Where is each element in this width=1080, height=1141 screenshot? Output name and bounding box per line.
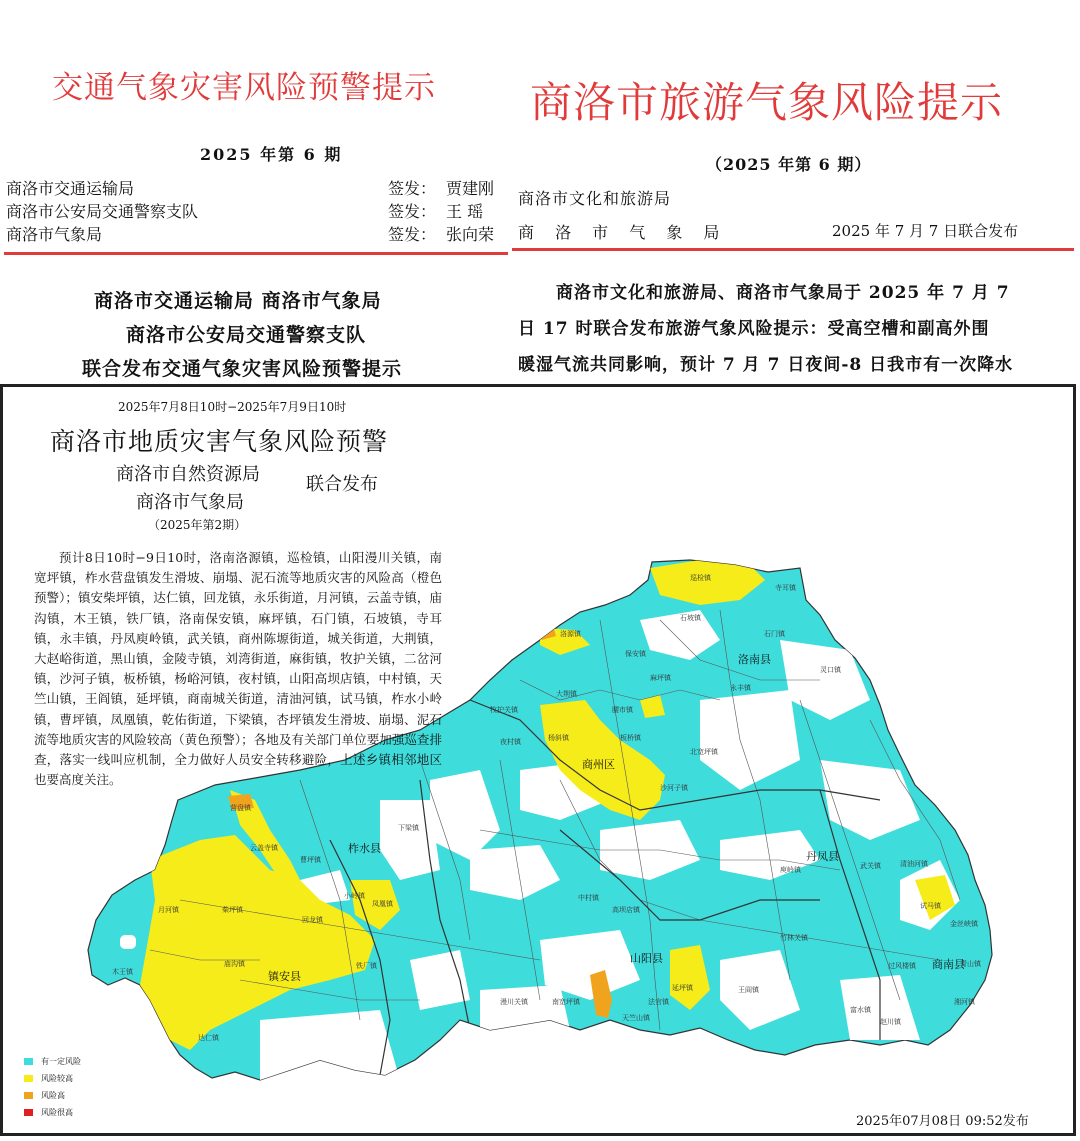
traffic-warning-title: 交通气象灾害风险预警提示 — [52, 70, 436, 106]
traffic-org-1: 商洛市交通运输局 — [6, 179, 135, 198]
traffic-issue-number: 2025 年第 6 期 — [200, 145, 343, 164]
town-label: 营盘镇 — [230, 804, 251, 812]
release-timestamp: 2025年07月08日 09:52发布 — [856, 1114, 1029, 1129]
town-label: 木王镇 — [112, 968, 133, 976]
geo-issue-number: （2025年第2期） — [148, 518, 247, 532]
county-label-danfeng: 丹凤县 — [806, 850, 839, 863]
town-label: 过风楼镇 — [888, 962, 916, 970]
geo-org-1: 商洛市自然资源局 — [116, 464, 260, 485]
traffic-sign-label-3: 签发： — [388, 225, 437, 244]
traffic-heading-line-1: 商洛市交通运输局 商洛市气象局 — [94, 290, 382, 312]
town-label: 永丰镇 — [730, 684, 751, 692]
county-label-zhashui: 柞水县 — [348, 842, 381, 855]
town-label: 小岭镇 — [344, 892, 365, 900]
town-label: 板桥镇 — [620, 734, 641, 742]
town-label: 云盖寺镇 — [250, 844, 278, 852]
town-label: 湘河镇 — [954, 998, 975, 1006]
traffic-heading-line-3: 联合发布交通气象灾害风险预警提示 — [82, 358, 403, 380]
town-label: 天竺山镇 — [622, 1014, 650, 1022]
town-label: 洛源镇 — [560, 630, 581, 638]
legend-item-high: 风险高 — [24, 1090, 65, 1101]
town-label: 金丝峡镇 — [950, 920, 978, 928]
county-label-luonan: 洛南县 — [738, 653, 771, 666]
town-label: 庾岭镇 — [780, 866, 801, 874]
tourism-warning-title: 商洛市旅游气象风险提示 — [530, 78, 1004, 127]
tourism-issue-number: （2025 年第 6 期） — [706, 155, 872, 174]
town-label: 石门镇 — [764, 630, 785, 638]
town-label: 青山镇 — [960, 960, 981, 968]
town-label: 保安镇 — [625, 650, 646, 658]
town-label: 杨斜镇 — [548, 734, 569, 742]
traffic-sign-label-2: 签发： — [388, 202, 437, 221]
legend-item-very-high: 风险很高 — [24, 1107, 73, 1118]
legend-swatch-cyan — [24, 1058, 33, 1065]
legend-item-higher: 风险较高 — [24, 1073, 73, 1084]
town-label: 柴坪镇 — [222, 906, 243, 914]
town-label: 清油河镇 — [900, 860, 928, 868]
town-label: 高坝店镇 — [612, 906, 640, 914]
geo-org-2: 商洛市气象局 — [136, 492, 244, 513]
town-label: 竹林关镇 — [780, 934, 808, 942]
town-label: 中村镇 — [578, 894, 599, 902]
town-label: 灵口镇 — [820, 666, 841, 674]
county-label-shangnan: 商南县 — [932, 958, 965, 971]
legend-swatch-red — [24, 1109, 33, 1116]
town-label: 下梁镇 — [398, 824, 419, 832]
town-label: 腰市镇 — [612, 706, 633, 714]
geo-hazard-title: 商洛市地质灾害气象风险预警 — [50, 427, 389, 456]
town-label: 铁厂镇 — [356, 962, 377, 970]
town-label: 王阎镇 — [738, 986, 759, 994]
traffic-sign-label-1: 签发： — [388, 179, 437, 198]
traffic-org-3: 商洛市气象局 — [6, 225, 103, 244]
traffic-org-2: 商洛市公安局交通警察支队 — [6, 202, 199, 221]
county-label-shanyang: 山阳县 — [630, 952, 663, 965]
geo-warning-body: 预计8日10时−9日10时，洛南洛源镇，巡检镇，山阳漫川关镇，南宽坪镇，柞水营盘镇发生滑坡、崩塌、泥石流等地质灾害的风险高（橙色预警）；镇安柴坪镇，达仁镇，回龙镇，永乐街道，月河镇，云盖寺镇，庙沟镇，木王镇，铁厂镇，洛南保安镇，麻坪镇，石门镇，石坡镇，寺耳镇，永丰镇，丹凤庾岭镇，武关镇，商州陈塬街道，城关街道，大荆镇，大赵峪街道，黑山镇，金陵寺镇，刘湾街道，麻街镇，牧护关镇，二岔河镇，沙河子镇，板桥镇，杨峪河镇，夜村镇，山阳高坝店镇，中村镇，天竺山镇，王阎镇，延坪镇，商南城关街道，清油河镇，试马镇，柞水小岭镇，曹坪镇，凤凰镇，乾佑街道，下梁镇，杏坪镇发生滑坡、崩塌、泥石流等地质灾害的风险较高（黄色预警）；各地及有关部门单位要加强巡查排查，落实一线叫应机制，全力做好人员安全转移避险，上述乡镇相邻地区也要高度关注。 — [34, 550, 442, 788]
town-label: 回龙镇 — [302, 916, 323, 924]
town-label: 漫川关镇 — [500, 998, 528, 1006]
town-label: 武关镇 — [860, 862, 881, 870]
town-label: 达仁镇 — [198, 1034, 219, 1042]
town-label: 牧护关镇 — [490, 706, 518, 714]
town-label: 月河镇 — [158, 906, 179, 914]
tourism-body-line-2: 日 17 时联合发布旅游气象风险提示：受高空槽和副高外围 — [518, 319, 990, 339]
tourism-org-2: 商 洛 市 气 象 局 — [518, 223, 728, 242]
town-label: 延坪镇 — [672, 984, 693, 992]
tourism-body-line-3: 暖湿气流共同影响，预计 7 月 7 日夜间-8 日我市有一次降水 — [518, 355, 1014, 375]
traffic-signer-1: 贾建刚 — [446, 179, 495, 198]
county-label-zhenan: 镇安县 — [268, 970, 301, 983]
town-label: 夜村镇 — [500, 738, 521, 746]
tourism-body-line-1: 商洛市文化和旅游局、商洛市气象局于 2025 年 7 月 7 — [556, 283, 1010, 303]
town-label: 赵川镇 — [880, 1018, 901, 1026]
town-label: 凤凰镇 — [372, 900, 393, 908]
town-label: 石坡镇 — [680, 614, 701, 622]
traffic-signer-2: 王 瑶 — [446, 202, 484, 221]
town-label: 试马镇 — [920, 902, 941, 910]
legend-swatch-yellow — [24, 1075, 33, 1082]
town-label: 庙沟镇 — [224, 960, 245, 968]
town-label: 富水镇 — [850, 1006, 871, 1014]
legend-item-low: 有一定风险 — [24, 1056, 81, 1067]
town-label: 曹坪镇 — [300, 856, 321, 864]
geo-joint-release: 联合发布 — [306, 474, 378, 495]
town-label: 法官镇 — [648, 998, 669, 1006]
tourism-release-date: 2025 年 7 月 7 日联合发布 — [832, 222, 1019, 240]
traffic-heading-line-2: 商洛市公安局交通警察支队 — [126, 324, 367, 346]
town-label: 麻坪镇 — [650, 674, 671, 682]
warning-time-range: 2025年7月8日10时−2025年7月9日10时 — [118, 400, 347, 414]
legend-swatch-orange — [24, 1092, 33, 1099]
town-label: 南宽坪镇 — [552, 998, 580, 1006]
county-label-shangzhou: 商州区 — [582, 758, 615, 771]
town-label: 巡检镇 — [690, 574, 711, 582]
traffic-signer-3: 张向荣 — [446, 225, 495, 244]
town-label: 沙河子镇 — [660, 784, 688, 792]
town-label: 北宽坪镇 — [690, 748, 718, 756]
town-label: 寺耳镇 — [775, 584, 796, 592]
tourism-org-1: 商洛市文化和旅游局 — [518, 189, 672, 208]
town-label: 大荆镇 — [556, 690, 577, 698]
